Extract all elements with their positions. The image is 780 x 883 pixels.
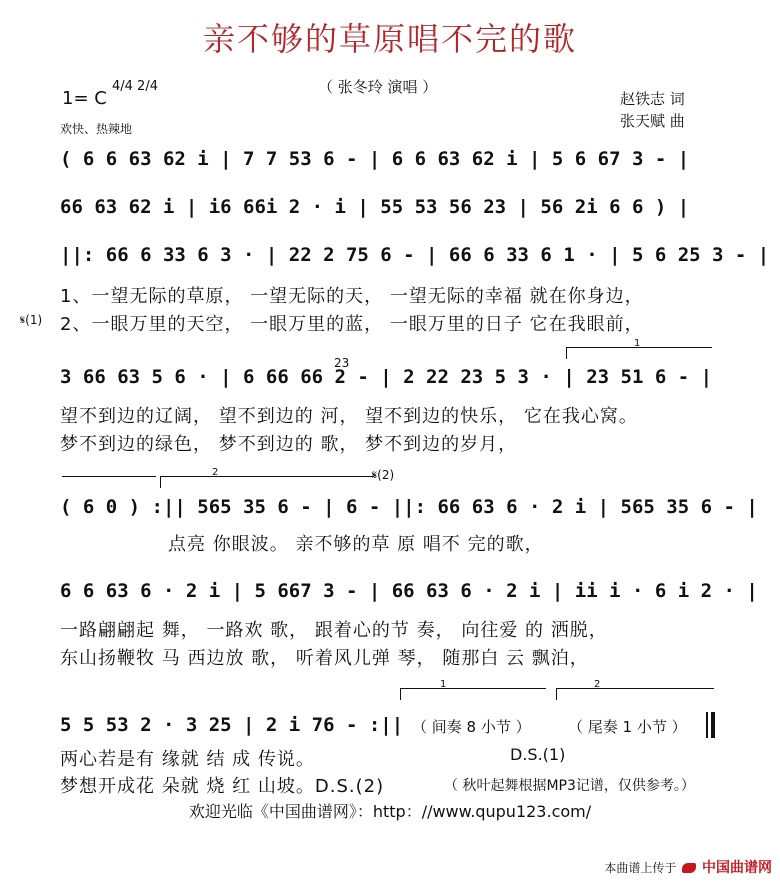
ending-1-tick-a: [566, 347, 567, 359]
footer-brand: 中国曲谱网: [702, 860, 772, 876]
time-signature: [112, 79, 158, 94]
tempo-marking: 欢快、热辣地: [60, 122, 133, 136]
notation-row-4: 3 66 63 5 6 · | 6 66 66 2 - | 2 22 23 5 3 · | 23 51 6 - |: [60, 366, 713, 388]
ending-1-tick-c: [400, 688, 401, 700]
welcome-link-text: 欢迎光临《中国曲谱网》：http：//www.qupu123.com/: [188, 802, 592, 821]
ending-1-line-c: [400, 688, 546, 689]
page-title: 亲不够的草原唱不完的歌: [202, 20, 577, 58]
notation-row-5: ( 6 0 ) :|| 565 35 6 - | 6 - ||: 66 63 6 · 2 i | 565 35 6 - |: [60, 496, 758, 518]
singer-credit: （ 张冬玲 演唱 ）: [318, 78, 438, 96]
ending-2-number-c: 2: [594, 679, 601, 690]
lyric-row-4-verse-1: 望不到边的辽阔， 望不到边的 河， 望不到边的快乐， 它在我心窝。: [60, 406, 638, 427]
notation-row-7: 5 5 53 2 · 3 25 | 2 i 76 - :||: [60, 714, 404, 736]
ds-1-marking: D.S.(1): [510, 745, 566, 764]
ending-2-line-b: [160, 476, 374, 477]
lyric-row-4-verse-2: 梦不到边的绿色， 梦不到边的 歌， 梦不到边的岁月，: [60, 434, 518, 455]
ending-1-number-c: 1: [440, 679, 447, 690]
lyric-row-7-verse-1: 两心若是有 缘就 结 成 传说。: [60, 749, 315, 770]
lyricist-credit: 赵铁志 词: [620, 90, 685, 108]
ending-1-number-a: 1: [634, 338, 641, 349]
lyric-row-3-verse-2: 2、一眼万里的天空， 一眼万里的蓝， 一眼万里的日子 它在我眼前，: [60, 314, 644, 335]
segno-marker-1: 𝄋(1): [20, 313, 43, 327]
lyric-row-6-verse-1: 一路翩翩起 舞， 一路欢 歌， 跟着心的节 奏， 向往爱 的 洒脱，: [60, 620, 608, 641]
final-barline-thick: [711, 712, 715, 738]
notation-row-6: 6 6 63 6 · 2 i | 5 667 3 - | 66 63 6 · 2 i | ii i · 6 i 2 · |: [60, 580, 758, 602]
notation-row-2: 66 63 62 i | i6 66i 2 · i | 55 53 56 23 | 56 2i 6 6 ) |: [60, 196, 690, 218]
ending-2-number-b: 2: [212, 467, 219, 478]
time-signature-text: 4/4 2/4: [112, 79, 158, 94]
lyric-row-3-verse-1: 1、一望无际的草原， 一望无际的天， 一望无际的幸福 就在你身边，: [60, 286, 644, 307]
footer-logo: [604, 857, 772, 877]
ending-2-line-c: [556, 688, 714, 689]
notation-row-1: ( 6 6 63 62 i | 7 7 53 6 - | 6 6 63 62 i | 5 6 67 3 - |: [60, 148, 690, 170]
lyric-row-6-verse-2: 东山扬鞭牧 马 西边放 歌， 听着风儿弹 琴， 随那白 云 飘泊，: [60, 648, 589, 669]
lyric-row-7-verse-2: 梦想开成花 朵就 烧 红 山坡。D.S.(2): [60, 776, 385, 797]
footer-upload-text: 本曲谱上传于: [604, 861, 677, 875]
key-signature: 1= C: [62, 88, 107, 109]
final-barline-thin: [706, 712, 708, 738]
ending-2-tick-c: [556, 688, 557, 700]
notation-row-3: ||: 66 6 33 6 3 · | 22 2 75 6 - | 66 6 33 6 1 · | 5 6 25 3 - |: [60, 244, 770, 266]
composer-credit: 张天赋 曲: [620, 112, 685, 130]
coda-marking: （ 尾奏 1 小节 ）: [568, 718, 687, 736]
transcription-note: （ 秋叶起舞根据MP3记谱，仅供参考。）: [444, 778, 695, 794]
qupu-logo-icon: [682, 863, 696, 873]
grace-note: 23: [334, 356, 350, 370]
segno-marker-2: 𝄋(2): [372, 468, 395, 482]
lyric-row-5: 点亮 你眼波。 亲不够的草 原 唱不 完的歌，: [168, 534, 544, 555]
ending-2-tick-b: [160, 476, 161, 488]
ending-1-line-b: [62, 476, 156, 477]
interlude-marking: （ 间奏 8 小节 ）: [412, 718, 531, 736]
